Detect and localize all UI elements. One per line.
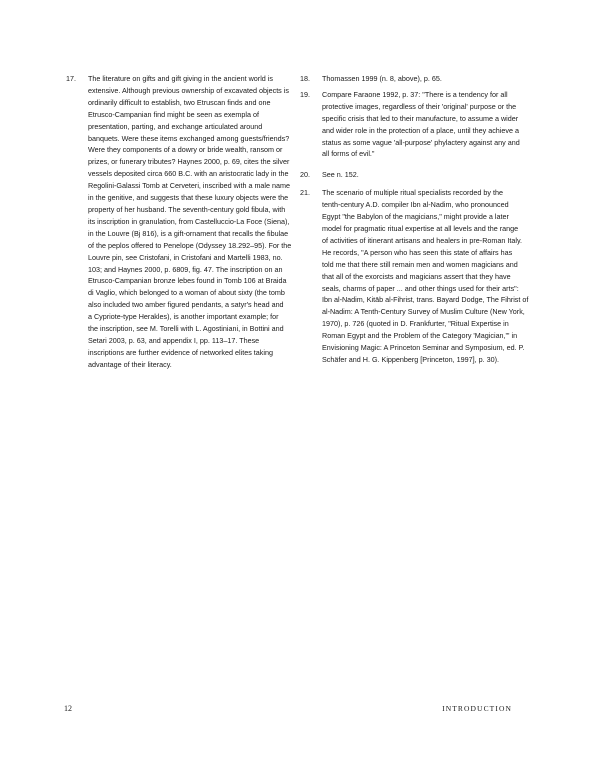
- text-line: seals, charms of paper ... and other things used for their arts":: [322, 283, 519, 293]
- text-line: all forms of evil.": [322, 149, 375, 159]
- text-line: di Vaglio, which belonged to a woman of about sixty (the tomb: [88, 288, 285, 298]
- text-line: and wider role in the protection of a place, until they achieve a: [322, 125, 519, 135]
- text-line: in the genitive, and suggests that these luxury objects were the: [88, 193, 289, 203]
- text-line: its inscription in granulation, from Castelluccio-La Foce (Siena),: [88, 216, 290, 226]
- footnote-18: [300, 73, 522, 85]
- footnote-number: 20.: [300, 170, 310, 180]
- text-line: The literature on gifts and gift giving in the ancient world is: [88, 74, 273, 83]
- footnote-number: 19.: [300, 89, 310, 99]
- text-line: Etrusco-Campanian find might be seen as exempla of: [88, 109, 259, 119]
- text-line: model for pragmatic ritual expertise at all levels and the range: [322, 223, 519, 233]
- text-line: The scenario of multiple ritual specialists recorded by the: [322, 188, 503, 198]
- text-line: Roman Egypt and the Problem of the Category 'Magician,'" in: [322, 331, 518, 341]
- right-column: [300, 73, 529, 374]
- text-line: extensive. Although previous ownership of excavated objects is: [88, 85, 289, 95]
- footnote-text: [322, 73, 522, 85]
- text-line: Schäfer and H. G. Kippenberg [Princeton, 1997], p. 30).: [322, 354, 499, 364]
- text-line: Louvre pin, see Cristofani, in Cristofani and Martelli 1983, no.: [88, 252, 283, 262]
- footnote-text: [322, 89, 522, 160]
- text-line: advantage of their literacy.: [88, 359, 172, 369]
- text-line: of activities of itinerant artisans and healers in pre-Roman Italy.: [322, 235, 523, 245]
- text-line: Envisioning Magic: A Princeton Seminar and Symposium, ed. P.: [322, 343, 525, 353]
- text-line: Ibn al-Nadim, Kitāb al-Fihrist, trans. Bayard Dodge, The Fihrist of: [322, 295, 529, 305]
- footnote-text: [88, 73, 291, 371]
- text-line: protective images, regardless of their 'original' purpose or the: [322, 101, 517, 111]
- text-line: See n. 152.: [322, 170, 359, 180]
- text-line: Compare Faraone 1992, p. 37: "There is a tendency for all: [322, 89, 508, 99]
- text-line: Regolini-Galassi Tomb at Cerveteri, inscribed with a male name: [88, 181, 290, 191]
- footnote-text: [322, 187, 528, 366]
- footnote-21: [300, 187, 529, 366]
- text-line: a Cypriote-type Herakles), is another important example; for: [88, 312, 279, 322]
- footnote-20: [300, 169, 522, 181]
- text-line: Thomassen 1999 (n. 8, above), p. 65.: [322, 74, 442, 83]
- text-line: banquets. Were these items exchanged among guests/friends?: [88, 133, 290, 143]
- footnote-text: [322, 169, 522, 181]
- text-line: al-Nadim: A Tenth-Century Survey of Muslim Culture (New York,: [322, 307, 525, 317]
- page-number: 12: [64, 704, 72, 713]
- footnote-number: 21.: [300, 188, 310, 198]
- text-line: also included two amber figured pendants, a satyr's head and: [88, 300, 284, 310]
- text-line: Were they components of a dowry or bride wealth, ransom or: [88, 145, 283, 155]
- text-line: inscriptions are further evidence of networked elites taking: [88, 347, 273, 357]
- footnote-17: [66, 73, 292, 371]
- text-line: the inscription, see M. Torelli with L. Agostiniani, in Bottini and: [88, 324, 284, 334]
- text-line: vessels deposited circa 660 B.C. with an aristocratic lady in the: [88, 169, 289, 179]
- text-line: prizes, or funerary tributes? Haynes 2000, p. 69, cites the silver: [88, 157, 290, 167]
- text-line: that all of the exorcists and magicians assert that they have: [322, 271, 511, 281]
- footnote-number: 17.: [66, 74, 76, 83]
- text-line: 103; and Haynes 2000, p. 6809, fig. 47. The inscription on an: [88, 264, 283, 274]
- text-line: of the peplos offered to Penelope (Odyssey 18.292–95). For the: [88, 240, 292, 250]
- text-line: specific crisis that led to their manufacture, to assume a wider: [322, 113, 519, 123]
- text-line: He records, "A person who has seen this state of affairs has: [322, 247, 513, 257]
- text-line: Etrusco-Campanian bronze lebes found in Tomb 106 at Braida: [88, 276, 287, 286]
- text-line: Setari 2003, p. 63, and appendix I, pp. 113–17. These: [88, 335, 260, 345]
- text-line: told me that there still remain men and women magicians and: [322, 259, 518, 269]
- text-line: tenth-century A.D. compiler Ibn al-Nadim, who pronounced: [322, 200, 509, 210]
- text-line: presentation, parting, and exchange articulated around: [88, 121, 263, 131]
- text-line: 1970), p. 726 (quoted in D. Frankfurter, "Ritual Expertise in: [322, 319, 509, 329]
- text-line: property of her husband. The seventh-century gold fibula, with: [88, 204, 286, 214]
- text-line: status as some vague 'all-purpose' phylactery against any and: [322, 137, 520, 147]
- text-line: ordinarily difficult to establish, two Etruscan finds and one: [88, 97, 271, 107]
- left-column: [66, 73, 292, 379]
- running-head: INTRODUCTION: [442, 704, 512, 713]
- text-line: Egypt "the Babylon of the magicians," might provide a later: [322, 212, 509, 222]
- text-line: in the Louvre (Bj 816), is a gift-ornament that recalls the fibulae: [88, 228, 289, 238]
- footnote-19: [300, 89, 522, 160]
- footnote-number: 18.: [300, 74, 310, 83]
